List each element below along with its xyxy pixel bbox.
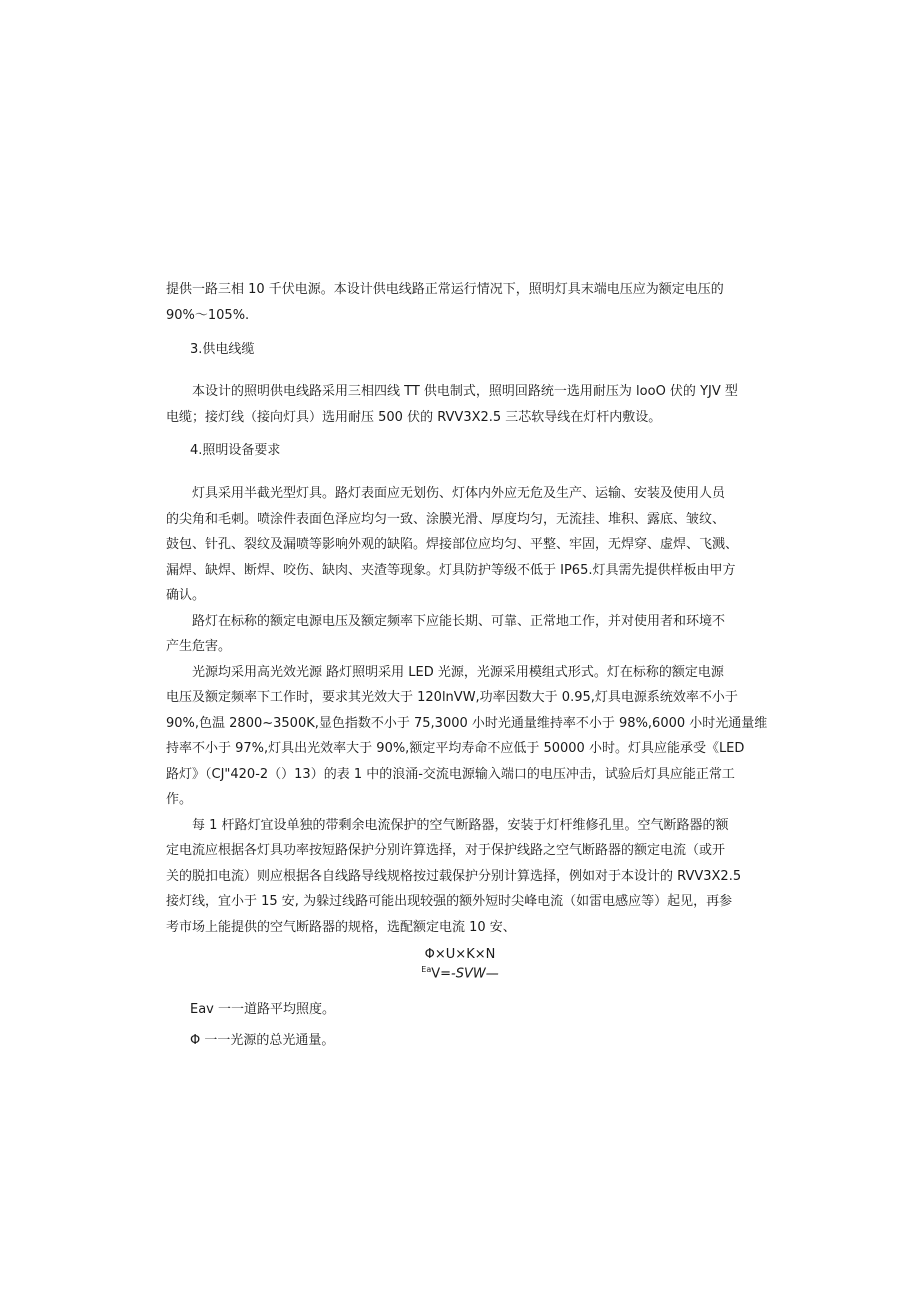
text-line: 产生危害。 (166, 639, 232, 654)
text-line: 90%～105%. (166, 307, 250, 323)
text-line: 确认。 (166, 588, 206, 603)
formula-subscript: Ea (421, 965, 432, 974)
text-line: 定电流应根据各灯具功率按短路保护分别许算选择，对于保护线路之空气断路器的额定电流（或开 (166, 843, 726, 858)
text-line: 鼓包、针孔、裂纹及漏喷等影响外观的缺陷。焊接部位应均匀、平整、牢固，无焊穿、虚焊、飞溅、 (166, 537, 739, 552)
text-line: 本设计的照明供电线路采用三相四线 TT 供电制式，照明回路统一选用耐压为 looO 伏的 YJV 型 (166, 384, 738, 399)
text-line: 灯具采用半截光型灯具。路灯表面应无划伤、灯体内外应无危及生产、运输、安装及使用人员 (166, 486, 726, 501)
text-line: 漏焊、缺焊、断焊、咬伤、缺肉、夹渣等现象。灯具防护等级不低于 IP65.灯具需先提供样板由甲方 (166, 562, 736, 578)
text-line: 电缆；接灯线（接向灯具）选用耐压 500 伏的 RVV3X2.5 三芯软导线在灯杆内敷设。 (166, 409, 662, 425)
text-line: 路灯》（CJ"420-2（）13）的表 1 中的浪涌-交流电源输入端口的电压冲击，试验后灯具应能正常工 (166, 766, 735, 782)
text-line: 考市场上能提供的空气断路器的规格，选配额定电流 10 安、 (166, 919, 516, 935)
section-heading-cable: 3.供电线缆 (190, 342, 255, 357)
formula-svw: -SVW— (451, 966, 499, 982)
text-line: 关的脱扣电流）则应根据各自线路导线规格按过载保护分别计算选择，例如对于本设计的 RVV3X2.5 (166, 868, 742, 884)
text-line: 路灯在标称的额定电源电压及额定频率下应能长期、可靠、正常地工作，并对使用者和环境不 (166, 613, 726, 629)
text-line: 每 1 杆路灯宜设单独的带剩余电流保护的空气断路器，安装于灯杆维修孔里。空气断路器的额 (166, 817, 729, 833)
text-line: 光源均采用高光效光源 路灯照明采用 LED 光源，光源采用模组式形式。灯在标称的额定电源 (166, 664, 724, 680)
text-line: 提供一路三相 10 千伏电源。本设计供电线路正常运行情况下，照明灯具末端电压应为额定电压的 (166, 282, 724, 297)
paragraph-power-supply (166, 277, 754, 328)
text-line: 接灯线，宜小于 15 安, 为躲过线路可能出现较强的额外短时尖峰电流（如雷电感应等）起见，再参 (166, 894, 733, 909)
formula-numerator: Φ×U×K×N (424, 947, 496, 962)
formula-denominator (0, 965, 920, 981)
text-line: 的尖角和毛刺。喷涂件表面色泽应均匀一致、涂膜光滑、厚度均匀，无流挂、堆积、露底、皱纹、 (166, 511, 726, 527)
definition-phi: Φ 一一光源的总光通量。 (190, 1033, 335, 1048)
section-heading-equipment: 4.照明设备要求 (190, 443, 281, 458)
text-line: 持率不小于 97%,灯具出光效率大于 90%,额定平均寿命不应低于 50000 小时。灯具应能承受《LED (166, 741, 745, 756)
formula-v: V= (431, 966, 452, 982)
paragraph-cable (166, 379, 754, 430)
text-line: 电压及额定频率下工作时，要求其光效大于 120lnVW,功率因数大于 0.95,灯具电源系统效率不小于 (166, 690, 738, 705)
text-line: 作。 (166, 792, 193, 807)
definition-eav: Eav 一一道路平均照度。 (190, 1002, 336, 1017)
text-line: 90%,色温 2800~3500K,显色指数不小于 75,3000 小时光通量维持率不小于 98%,6000 小时光通量维 (166, 715, 768, 731)
paragraph-equipment (166, 481, 768, 940)
